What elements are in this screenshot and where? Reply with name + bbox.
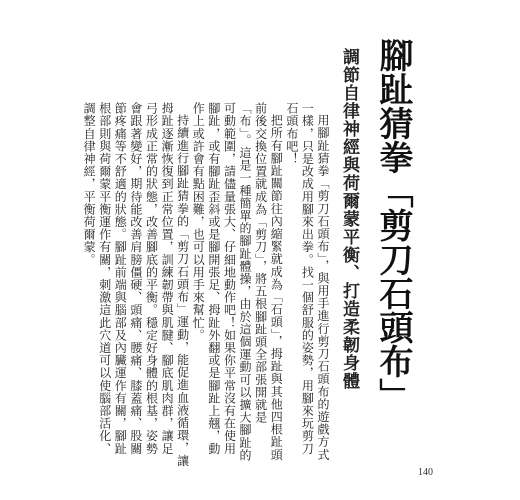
body-text [82, 102, 330, 467]
paragraph-3: 持續進行腳趾猜拳的「剪刀石頭布」運動，能促進血液循環，讓拇趾逐漸恢復到正常位置，訓練韌帶與肌腱、腳底肌肉群，讓足弓形成正常的狀態，改善腳底的平衡。穩定好身體的根基，姿勢會跟著變好，期待能改善肩膀僵硬、頭痛、腰痛、膝蓋痛、股關節疼痛等不舒適的狀態。腳趾前端與腦部及內臟運作有關，腳趾根部則與荷爾蒙平衡運作有關，刺激這此穴道可以使腦部活化、調整自律神經，平衡荷爾蒙。 [82, 102, 190, 467]
page-subtitle: 調節自律神經與荷爾蒙平衡、打造柔韌身體 [339, 48, 359, 390]
page-title: 腳趾猜拳「剪刀石頭布」 [373, 38, 413, 412]
paragraph-1: 用腳趾猜拳「剪刀石頭布」，與用手進行剪刀石頭布的遊戲方式一樣，只是改成用腳來出拳。找一個舒服的姿勢，用腳來玩剪刀石頭布吧！ [284, 102, 330, 461]
page-number: 140 [418, 467, 433, 478]
paragraph-2: 把所有腳趾關節往內縮緊就成為「石頭」，拇趾與其他四根趾頭前後交換位置就成為「剪刀」，將五根腳趾頭全部張開就是「布」。這是一種簡單的腳趾體操，由於這個運動可以擴大腳趾的可動範圍，請儘量張大、仔細地動作吧！如果你平常沒有在使用腳趾，或有腳趾歪斜或是腳開張足、拇趾外翻或是腳趾上翹，動作上或許會有點困難，也可以用手來幫忙。 [191, 102, 284, 462]
